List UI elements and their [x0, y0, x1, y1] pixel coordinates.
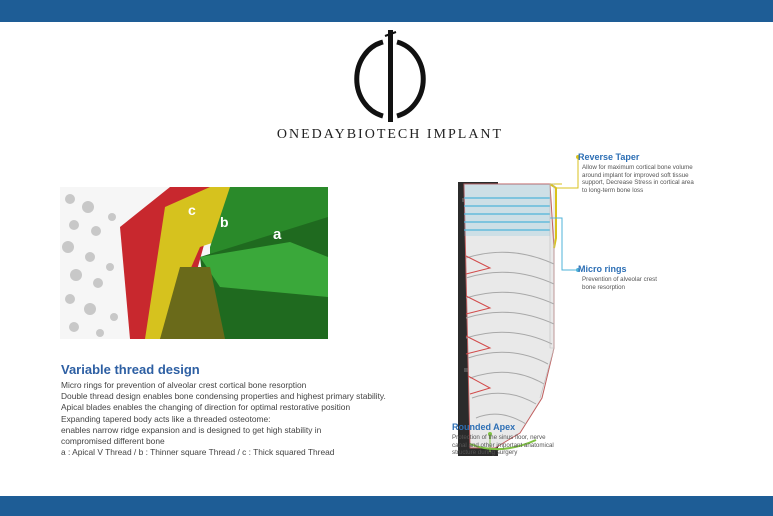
reverse-taper-title: Reverse Taper [578, 152, 640, 162]
callout-desc-line: Prevention of alveolar crest [582, 276, 657, 283]
callout-desc-line: support, Decrease Stress in cortical area [582, 179, 694, 187]
bottom-banner-bar [0, 496, 773, 516]
thread-label-c: c [188, 202, 196, 218]
thread-label-b: b [220, 214, 229, 230]
description-line: a : Apical V Thread / b : Thinner square Thread / c : Thick squared Thread [61, 447, 335, 458]
rounded-apex-description [452, 434, 592, 457]
micro-rings-description [578, 276, 698, 291]
rounded-apex-callout [452, 422, 592, 457]
micro-rings-callout [578, 264, 698, 291]
callout-desc-line: Allow for maximum cortical bone volume [582, 164, 693, 171]
description-line: Expanding tapered body acts like a threaded osteotome: [61, 413, 271, 424]
thread-design-illustration [60, 187, 328, 339]
reverse-taper-description [578, 164, 718, 194]
description-line: Micro rings for prevention of alveolar crest cortical bone resorption [61, 380, 307, 390]
callout-desc-line: canal and other important anatomical [452, 441, 554, 449]
description-line: compromised different bone [61, 436, 165, 447]
description-line: Double thread design enables bone condensing properties and highest primary stability. [61, 391, 386, 402]
rounded-apex-title: Rounded Apex [452, 422, 516, 432]
implant-cross-section-diagram [450, 148, 730, 468]
reverse-taper-callout [578, 152, 718, 194]
micro-rings-title: Micro rings [578, 264, 627, 274]
variable-thread-title: Variable thread design [61, 362, 200, 377]
description-line: Apical blades enables the changing of direction for optimal restorative position [61, 402, 351, 413]
brand-name: ONEDAYBIOTECH IMPLANT [276, 127, 504, 142]
callout-desc-line: around implant for improved soft tissue [582, 171, 689, 179]
variable-thread-description [61, 380, 441, 458]
top-banner-bar [0, 0, 773, 22]
thread-label-a: a [273, 226, 282, 243]
callout-desc-line: structure during surgery [452, 449, 518, 457]
onedaybiotech-logo [345, 28, 435, 124]
callout-desc-line: to long-term bone loss [582, 186, 644, 194]
callout-desc-line: Protection of the sinus floor, nerve [452, 434, 546, 441]
description-line: enables narrow ridge expansion and is designed to get high stability in [61, 424, 322, 435]
callout-desc-line: bone resorption [582, 283, 625, 291]
